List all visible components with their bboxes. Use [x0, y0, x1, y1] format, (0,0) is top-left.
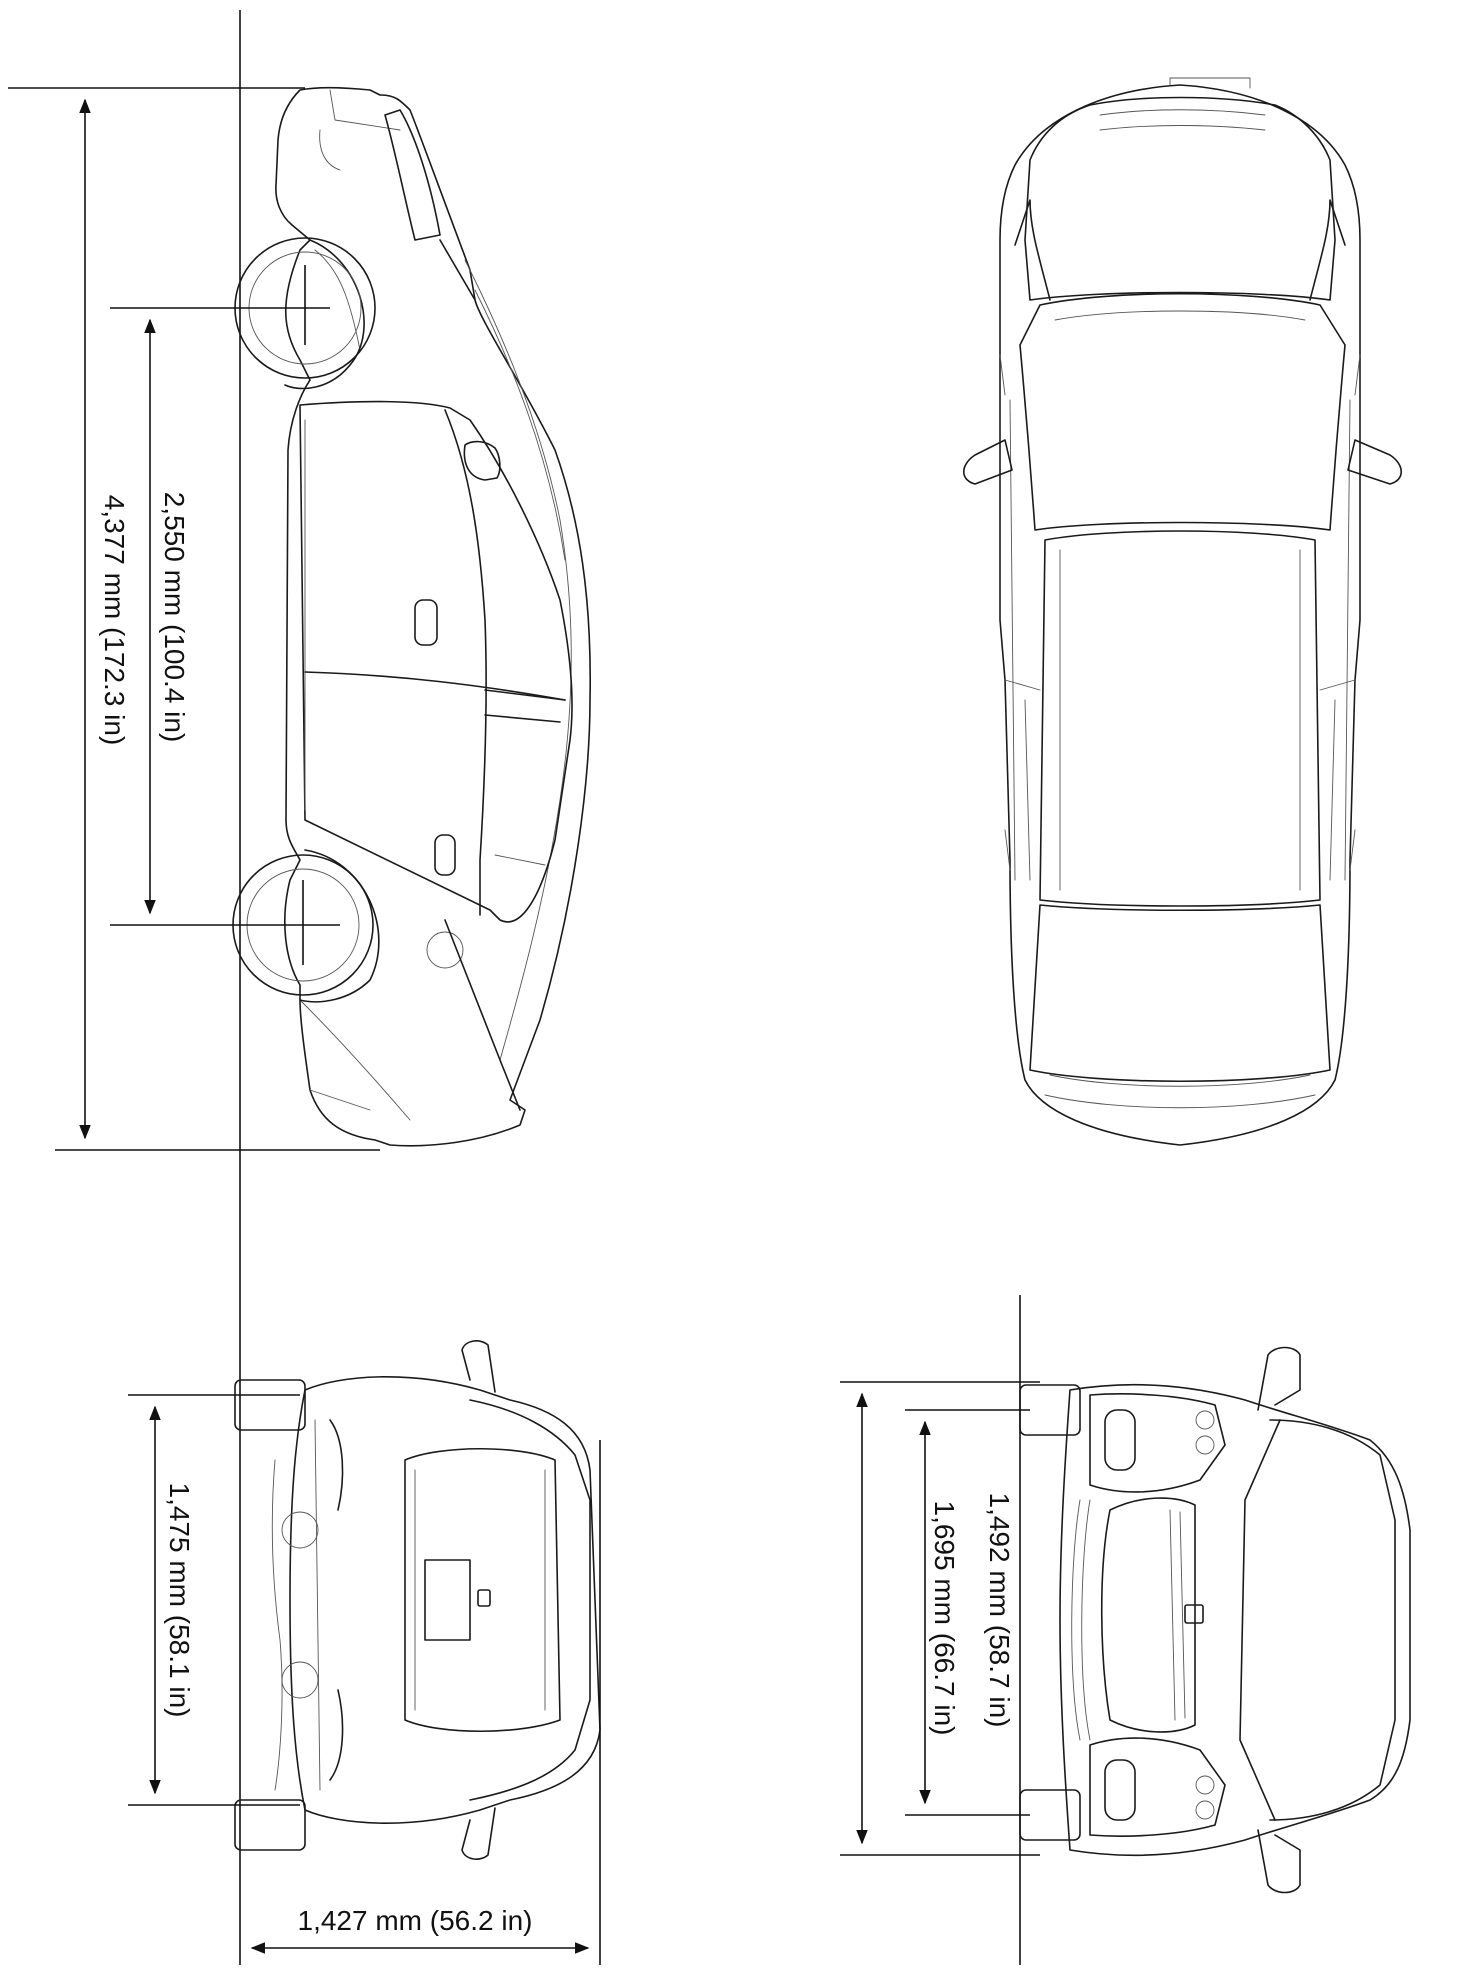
front-view	[1020, 1295, 1410, 1965]
height-dimension	[252, 1440, 600, 1965]
front-track-dimension	[905, 1410, 1030, 1815]
wheelbase-label: 2,550 mm (100.4 in)	[159, 491, 190, 743]
front-track-label: 1,492 mm (58.7 in)	[984, 1492, 1015, 1728]
height-label: 1,427 mm (56.2 in)	[297, 1905, 533, 1936]
overall-length-label: 4,377 mm (172.3 in)	[99, 494, 130, 746]
top-view	[964, 78, 1402, 1145]
rear-view	[235, 1341, 600, 1859]
wheelbase-dimension	[150, 320, 190, 913]
overall-width-label: 1,695 mm (66.7 in)	[929, 1500, 960, 1736]
rear-track-dimension	[128, 1395, 300, 1805]
rear-track-label: 1,475 mm (58.1 in)	[164, 1482, 195, 1718]
